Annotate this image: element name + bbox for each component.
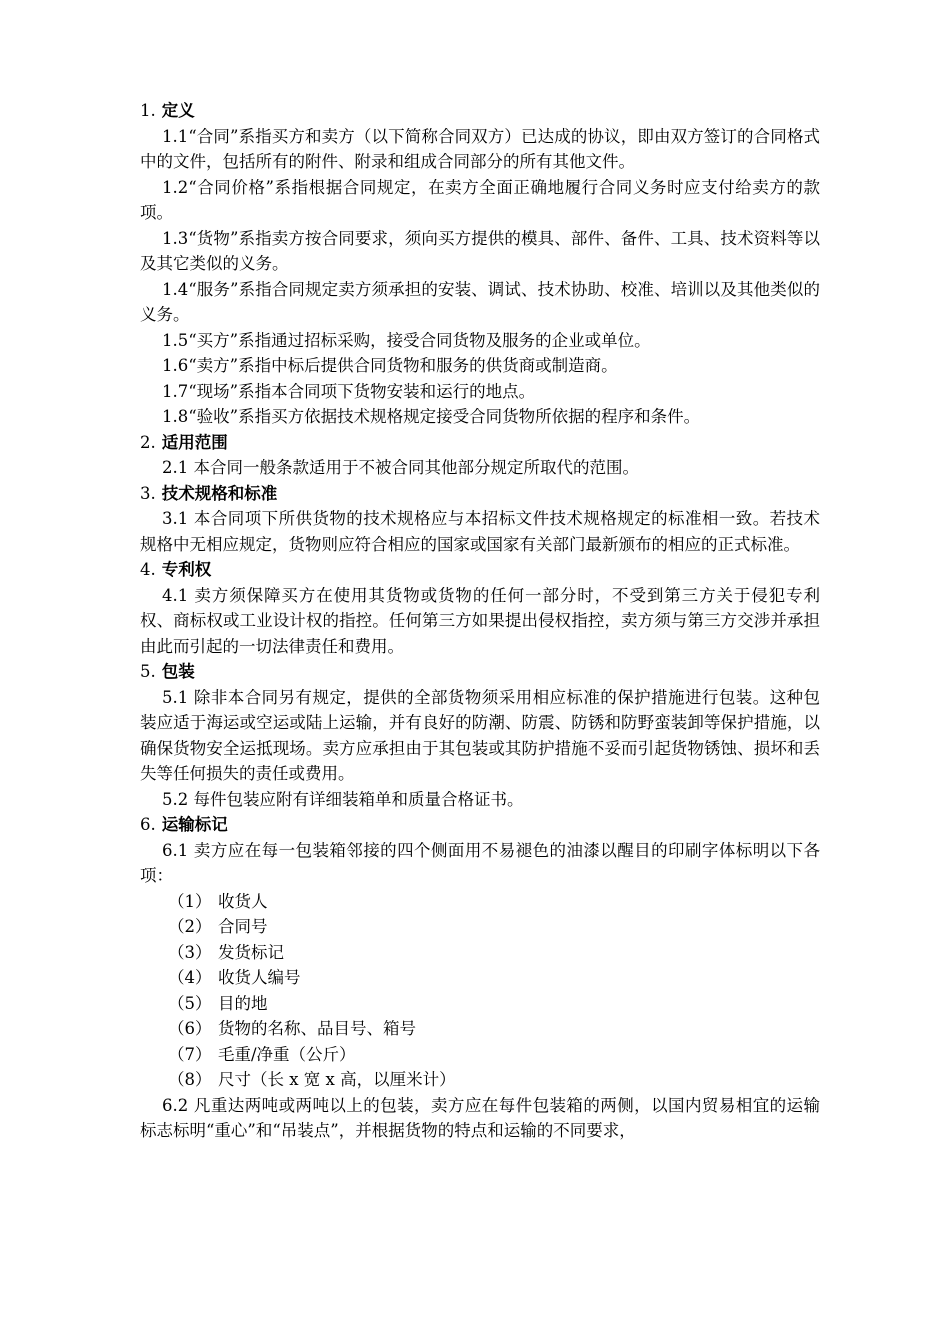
- section-number: 4.: [140, 560, 156, 579]
- list-text: 合同号: [218, 917, 268, 936]
- clause-5-2: 5.2 每件包装应附有详细装箱单和质量合格证书。: [162, 789, 524, 809]
- list-marker: （3）: [168, 942, 212, 962]
- clause-1-5: 1.5“买方”系指通过招标采购，接受合同货物及服务的企业或单位。: [162, 330, 651, 350]
- clause-6-1: 6.1 卖方应在每一包装箱邻接的四个侧面用不易褪色的油漆以醒目的印刷字体标明以下各项：: [140, 840, 820, 885]
- clause-1-2: 1.2“合同价格”系指根据合同规定，在卖方全面正确地履行合同义务时应支付给卖方的款项。: [140, 177, 820, 222]
- section-number: 1.: [140, 101, 156, 120]
- list-marker: （8）: [168, 1070, 212, 1089]
- list-marker: （6）: [168, 1019, 212, 1038]
- section-shipping-marks: [140, 812, 820, 1144]
- clause-1-1: 1.1“合同”系指买方和卖方（以下简称合同双方）已达成的协议，即由双方签订的合同格式中的文件，包括所有的附件、附录和组成合同部分的所有其他文件。: [140, 126, 820, 171]
- clause-1-4: 1.4“服务”系指合同规定卖方须承担的安装、调试、技术协助、校准、培训以及其他类似的义务。: [140, 279, 820, 324]
- section-title: 运输标记: [161, 815, 228, 834]
- clause-3-1: 3.1 本合同项下所供货物的技术规格应与本招标文件技术规格规定的标准相一致。若技术规格中无相应规定，货物则应符合相应的国家或国家有关部门最新颁布的相应的正式标准。: [140, 509, 820, 554]
- list-text: 收货人编号: [218, 968, 301, 987]
- list-text: 目的地: [218, 993, 268, 1013]
- section-number: 2.: [140, 432, 156, 452]
- section-number: 6.: [140, 815, 156, 834]
- section-title: 包装: [161, 662, 195, 681]
- section-heading: [140, 98, 820, 124]
- list-item: [140, 965, 820, 991]
- list-item: [140, 914, 820, 940]
- list-item: [140, 1042, 820, 1068]
- section-specifications: [140, 481, 820, 558]
- list-marker: （1）: [168, 891, 212, 911]
- list-text: 收货人: [218, 891, 268, 911]
- list-item: [140, 940, 820, 966]
- section-title: 专利权: [161, 560, 212, 579]
- section-patent: [140, 557, 820, 659]
- section-title: 技术规格和标准: [161, 483, 278, 503]
- clause-4-1: 4.1 卖方须保障买方在使用其货物或货物的任何一部分时，不受到第三方关于侵犯专利权、商标权或工业设计权的指控。任何第三方如果提出侵权指控，卖方须与第三方交涉并承担由此而引起的一切法律责任和费用。: [140, 585, 820, 656]
- section-number: 3.: [140, 483, 156, 503]
- clause-1-6: 1.6“卖方”系指中标后提供合同货物和服务的供货商或制造商。: [162, 356, 618, 375]
- clause-1-8: 1.8“验收”系指买方依据技术规格规定接受合同货物所依据的程序和条件。: [162, 407, 701, 426]
- clause-6-2: 6.2 凡重达两吨或两吨以上的包装，卖方应在每件包装箱的两侧，以国内贸易相宜的运输标志标明“重心”和“吊装点”，并根据货物的特点和运输的不同要求，: [140, 1095, 820, 1140]
- list-item: [140, 1016, 820, 1042]
- list-marker: （2）: [168, 917, 212, 936]
- clause-5-1: 5.1 除非本合同另有规定，提供的全部货物须采用相应标准的保护措施进行包装。这种包装应适于海运或空运或陆上运输，并有良好的防潮、防震、防锈和防野蛮装卸等保护措施，以确保货物安全运抵现场。卖方应承担由于其包装或其防护措施不妥而引起货物锈蚀、损坏和丢失等任何损失的责任或费用。: [140, 687, 820, 783]
- section-heading: [140, 557, 820, 583]
- clause-1-3: 1.3“货物”系指卖方按合同要求，须向买方提供的模具、部件、备件、工具、技术资料等以及其它类似的义务。: [140, 228, 820, 273]
- section-heading: [140, 481, 820, 507]
- section-title: 适用范围: [161, 432, 228, 452]
- section-heading: [140, 430, 820, 456]
- list-item: [140, 991, 820, 1017]
- document-body: [140, 98, 820, 1144]
- list-marker: （4）: [168, 968, 212, 987]
- section-scope: [140, 430, 820, 481]
- list-marker: （5）: [168, 993, 212, 1013]
- section-heading: [140, 659, 820, 685]
- section-heading: [140, 812, 820, 838]
- section-number: 5.: [140, 662, 156, 681]
- list-marker: （7）: [168, 1044, 212, 1064]
- list-text: 发货标记: [218, 942, 284, 962]
- clause-2-1: 2.1 本合同一般条款适用于不被合同其他部分规定所取代的范围。: [162, 458, 639, 477]
- list-item: [140, 889, 820, 915]
- list-text: 尺寸（长 x 宽 x 高，以厘米计）: [218, 1070, 456, 1089]
- section-packaging: [140, 659, 820, 812]
- marking-list: [140, 889, 820, 1093]
- list-text: 毛重/净重（公斤）: [218, 1044, 356, 1064]
- clause-1-7: 1.7“现场”系指本合同项下货物安装和运行的地点。: [162, 381, 536, 401]
- list-text: 货物的名称、品目号、箱号: [218, 1019, 416, 1038]
- section-definitions: [140, 98, 820, 430]
- section-title: 定义: [161, 101, 195, 120]
- list-item: [140, 1067, 820, 1093]
